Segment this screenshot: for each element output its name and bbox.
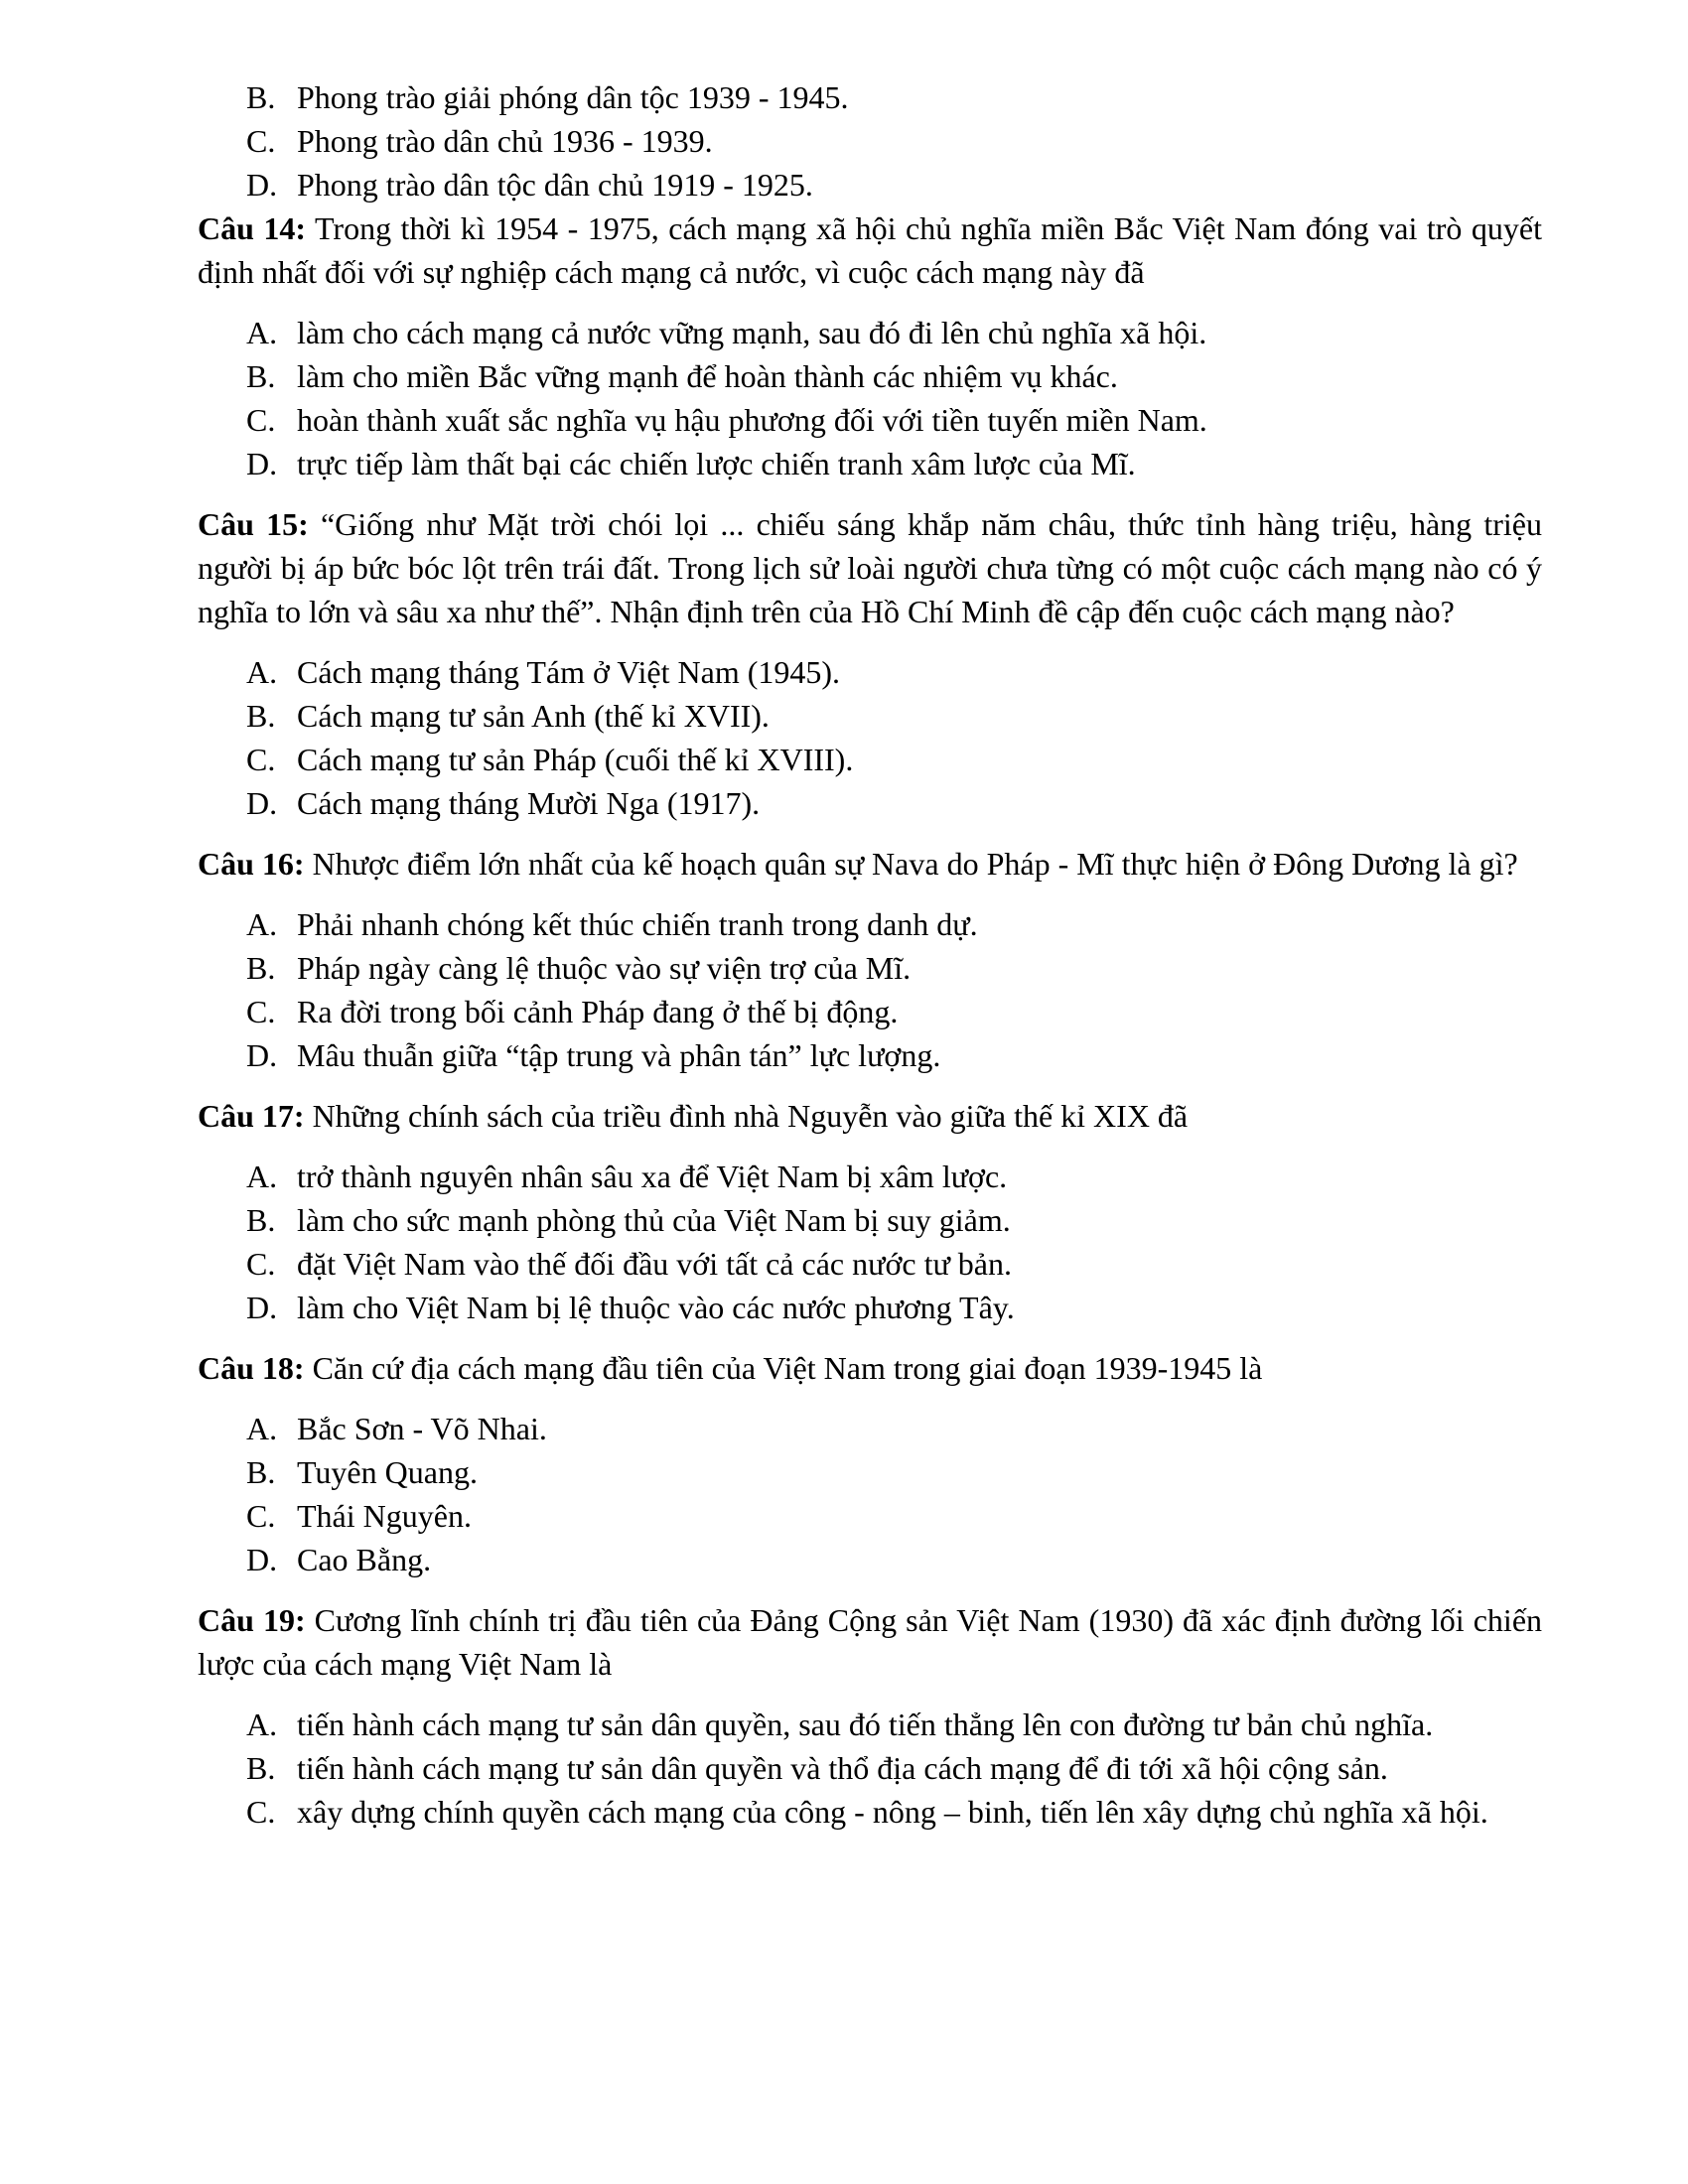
option-text: tiến hành cách mạng tư sản dân quyền và thổ địa cách mạng để đi tới xã hội cộng sản. [297,1750,1388,1786]
option-letter: D. [246,1037,278,1073]
answer-option [198,398,1542,442]
answer-option [198,354,1542,398]
question-number: Câu 16: [198,846,305,882]
answer-option [198,1198,1542,1242]
option-text: làm cho miền Bắc vững mạnh để hoàn thành các nhiệm vụ khác. [297,358,1118,394]
option-text: trực tiếp làm thất bại các chiến lược chiến tranh xâm lược của Mĩ. [297,446,1136,481]
option-text: Pháp ngày càng lệ thuộc vào sự viện trợ của Mĩ. [297,950,912,986]
option-text: Thái Nguyên. [297,1498,472,1534]
option-list [198,1407,1542,1581]
answer-option [198,650,1542,694]
answer-option [198,1450,1542,1494]
answer-option [198,738,1542,781]
question-stem [198,842,1542,886]
option-letter: A. [246,1411,278,1446]
question-text: Nhược điểm lớn nhất của kế hoạch quân sự Nava do Pháp - Mĩ thực hiện ở Đông Dương là gì? [312,846,1518,882]
option-text: hoàn thành xuất sắc nghĩa vụ hậu phương đối với tiền tuyến miền Nam. [297,402,1207,438]
answer-option [198,902,1542,946]
option-letter: B. [246,950,276,986]
option-letter: C. [246,742,276,777]
question-block [198,206,1542,485]
question-number: Câu 17: [198,1098,305,1134]
option-text: Phong trào dân chủ 1936 - 1939. [297,123,713,159]
answer-option [198,1494,1542,1538]
answer-option [198,1407,1542,1450]
continued-options [198,75,1542,206]
question-block [198,502,1542,825]
question-stem [198,502,1542,633]
option-letter: B. [246,79,276,115]
question-text: Căn cứ địa cách mạng đầu tiên của Việt Nam trong giai đoạn 1939-1945 là [312,1350,1263,1386]
option-text: trở thành nguyên nhân sâu xa để Việt Nam bị xâm lược. [297,1159,1008,1194]
option-letter: B. [246,1202,276,1238]
option-letter: C. [246,1794,276,1830]
answer-option [198,1746,1542,1790]
option-letter: B. [246,1454,276,1490]
option-list [198,1703,1542,1834]
option-text: tiến hành cách mạng tư sản dân quyền, sau đó tiến thẳng lên con đường tư bản chủ nghĩa. [297,1706,1434,1742]
question-block [198,1094,1542,1329]
option-letter: D. [246,1290,278,1325]
question-number: Câu 18: [198,1350,305,1386]
question-text: “Giống như Mặt trời chói lọi ... chiếu sáng khắp năm châu, thức tỉnh hàng triệu, hàng triệu người bị áp bức bóc lột trên trái đất. Trong lịch sử loài người chưa từng có một cuộc cách mạng nào có ý nghĩa to lớn và sâu xa như thế”. Nhận định trên của Hồ Chí Minh đề cập đến cuộc cách mạng nào? [198,506,1543,629]
question-block [198,1598,1542,1834]
question-text: Những chính sách của triều đình nhà Nguyễn vào giữa thế kỉ XIX đã [312,1098,1189,1134]
answer-option [198,1538,1542,1581]
answer-option [198,694,1542,738]
question-list [198,206,1542,1834]
answer-option [198,990,1542,1033]
answer-option [198,1242,1542,1286]
option-text: Phải nhanh chóng kết thúc chiến tranh trong danh dự. [297,906,978,942]
question-block [198,1346,1542,1581]
option-text: xây dựng chính quyền cách mạng của công - nông – binh, tiến lên xây dựng chủ nghĩa xã hội. [297,1794,1488,1830]
question-stem [198,1598,1542,1686]
option-text: Bắc Sơn - Võ Nhai. [297,1411,547,1446]
option-letter: C. [246,994,276,1029]
answer-option [198,1703,1542,1746]
option-text: Cách mạng tư sản Pháp (cuối thế kỉ XVIII). [297,742,854,777]
option-list [198,311,1542,485]
option-text: Tuyên Quang. [297,1454,478,1490]
option-letter: C. [246,123,276,159]
option-list [198,650,1542,825]
question-number: Câu 15: [198,506,309,542]
option-text: Cao Bằng. [297,1542,432,1577]
question-stem [198,1346,1542,1390]
answer-option [198,75,1542,119]
question-stem [198,206,1542,294]
answer-option [198,1033,1542,1077]
exam-page [198,75,1542,1850]
answer-option [198,1286,1542,1329]
answer-option [198,946,1542,990]
option-letter: A. [246,1706,278,1742]
question-text: Cương lĩnh chính trị đầu tiên của Đảng Cộng sản Việt Nam (1930) đã xác định đường lối chiến lược của cách mạng Việt Nam là [198,1602,1543,1682]
option-letter: B. [246,698,276,734]
option-letter: A. [246,1159,278,1194]
question-block [198,842,1542,1077]
option-letter: D. [246,1542,278,1577]
option-text: Cách mạng tháng Mười Nga (1917). [297,785,761,821]
option-letter: D. [246,167,278,203]
answer-option [198,1790,1542,1834]
answer-option [198,781,1542,825]
option-letter: C. [246,402,276,438]
option-letter: B. [246,358,276,394]
option-text: làm cho cách mạng cả nước vững mạnh, sau đó đi lên chủ nghĩa xã hội. [297,315,1207,350]
option-list [198,902,1542,1077]
answer-option [198,1155,1542,1198]
option-text: Ra đời trong bối cảnh Pháp đang ở thế bị động. [297,994,899,1029]
question-text: Trong thời kì 1954 - 1975, cách mạng xã hội chủ nghĩa miền Bắc Việt Nam đóng vai trò quyết định nhất đối với sự nghiệp cách mạng cả nước, vì cuộc cách mạng này đã [198,210,1543,290]
option-list [198,1155,1542,1329]
option-text: Mâu thuẫn giữa “tập trung và phân tán” lực lượng. [297,1037,941,1073]
option-text: Cách mạng tư sản Anh (thế kỉ XVII). [297,698,770,734]
option-letter: A. [246,315,278,350]
option-text: đặt Việt Nam vào thế đối đầu với tất cả các nước tư bản. [297,1246,1012,1282]
option-letter: C. [246,1498,276,1534]
option-letter: D. [246,785,278,821]
option-text: Phong trào giải phóng dân tộc 1939 - 1945. [297,79,849,115]
question-stem [198,1094,1542,1138]
option-letter: C. [246,1246,276,1282]
option-text: Cách mạng tháng Tám ở Việt Nam (1945). [297,654,841,690]
option-text: làm cho Việt Nam bị lệ thuộc vào các nước phương Tây. [297,1290,1015,1325]
answer-option [198,119,1542,163]
answer-option [198,442,1542,485]
option-letter: A. [246,654,278,690]
option-text: Phong trào dân tộc dân chủ 1919 - 1925. [297,167,813,203]
question-number: Câu 14: [198,210,307,246]
option-text: làm cho sức mạnh phòng thủ của Việt Nam bị suy giảm. [297,1202,1011,1238]
answer-option [198,311,1542,354]
option-letter: D. [246,446,278,481]
question-number: Câu 19: [198,1602,306,1638]
option-letter: B. [246,1750,276,1786]
option-letter: A. [246,906,278,942]
answer-option [198,163,1542,206]
